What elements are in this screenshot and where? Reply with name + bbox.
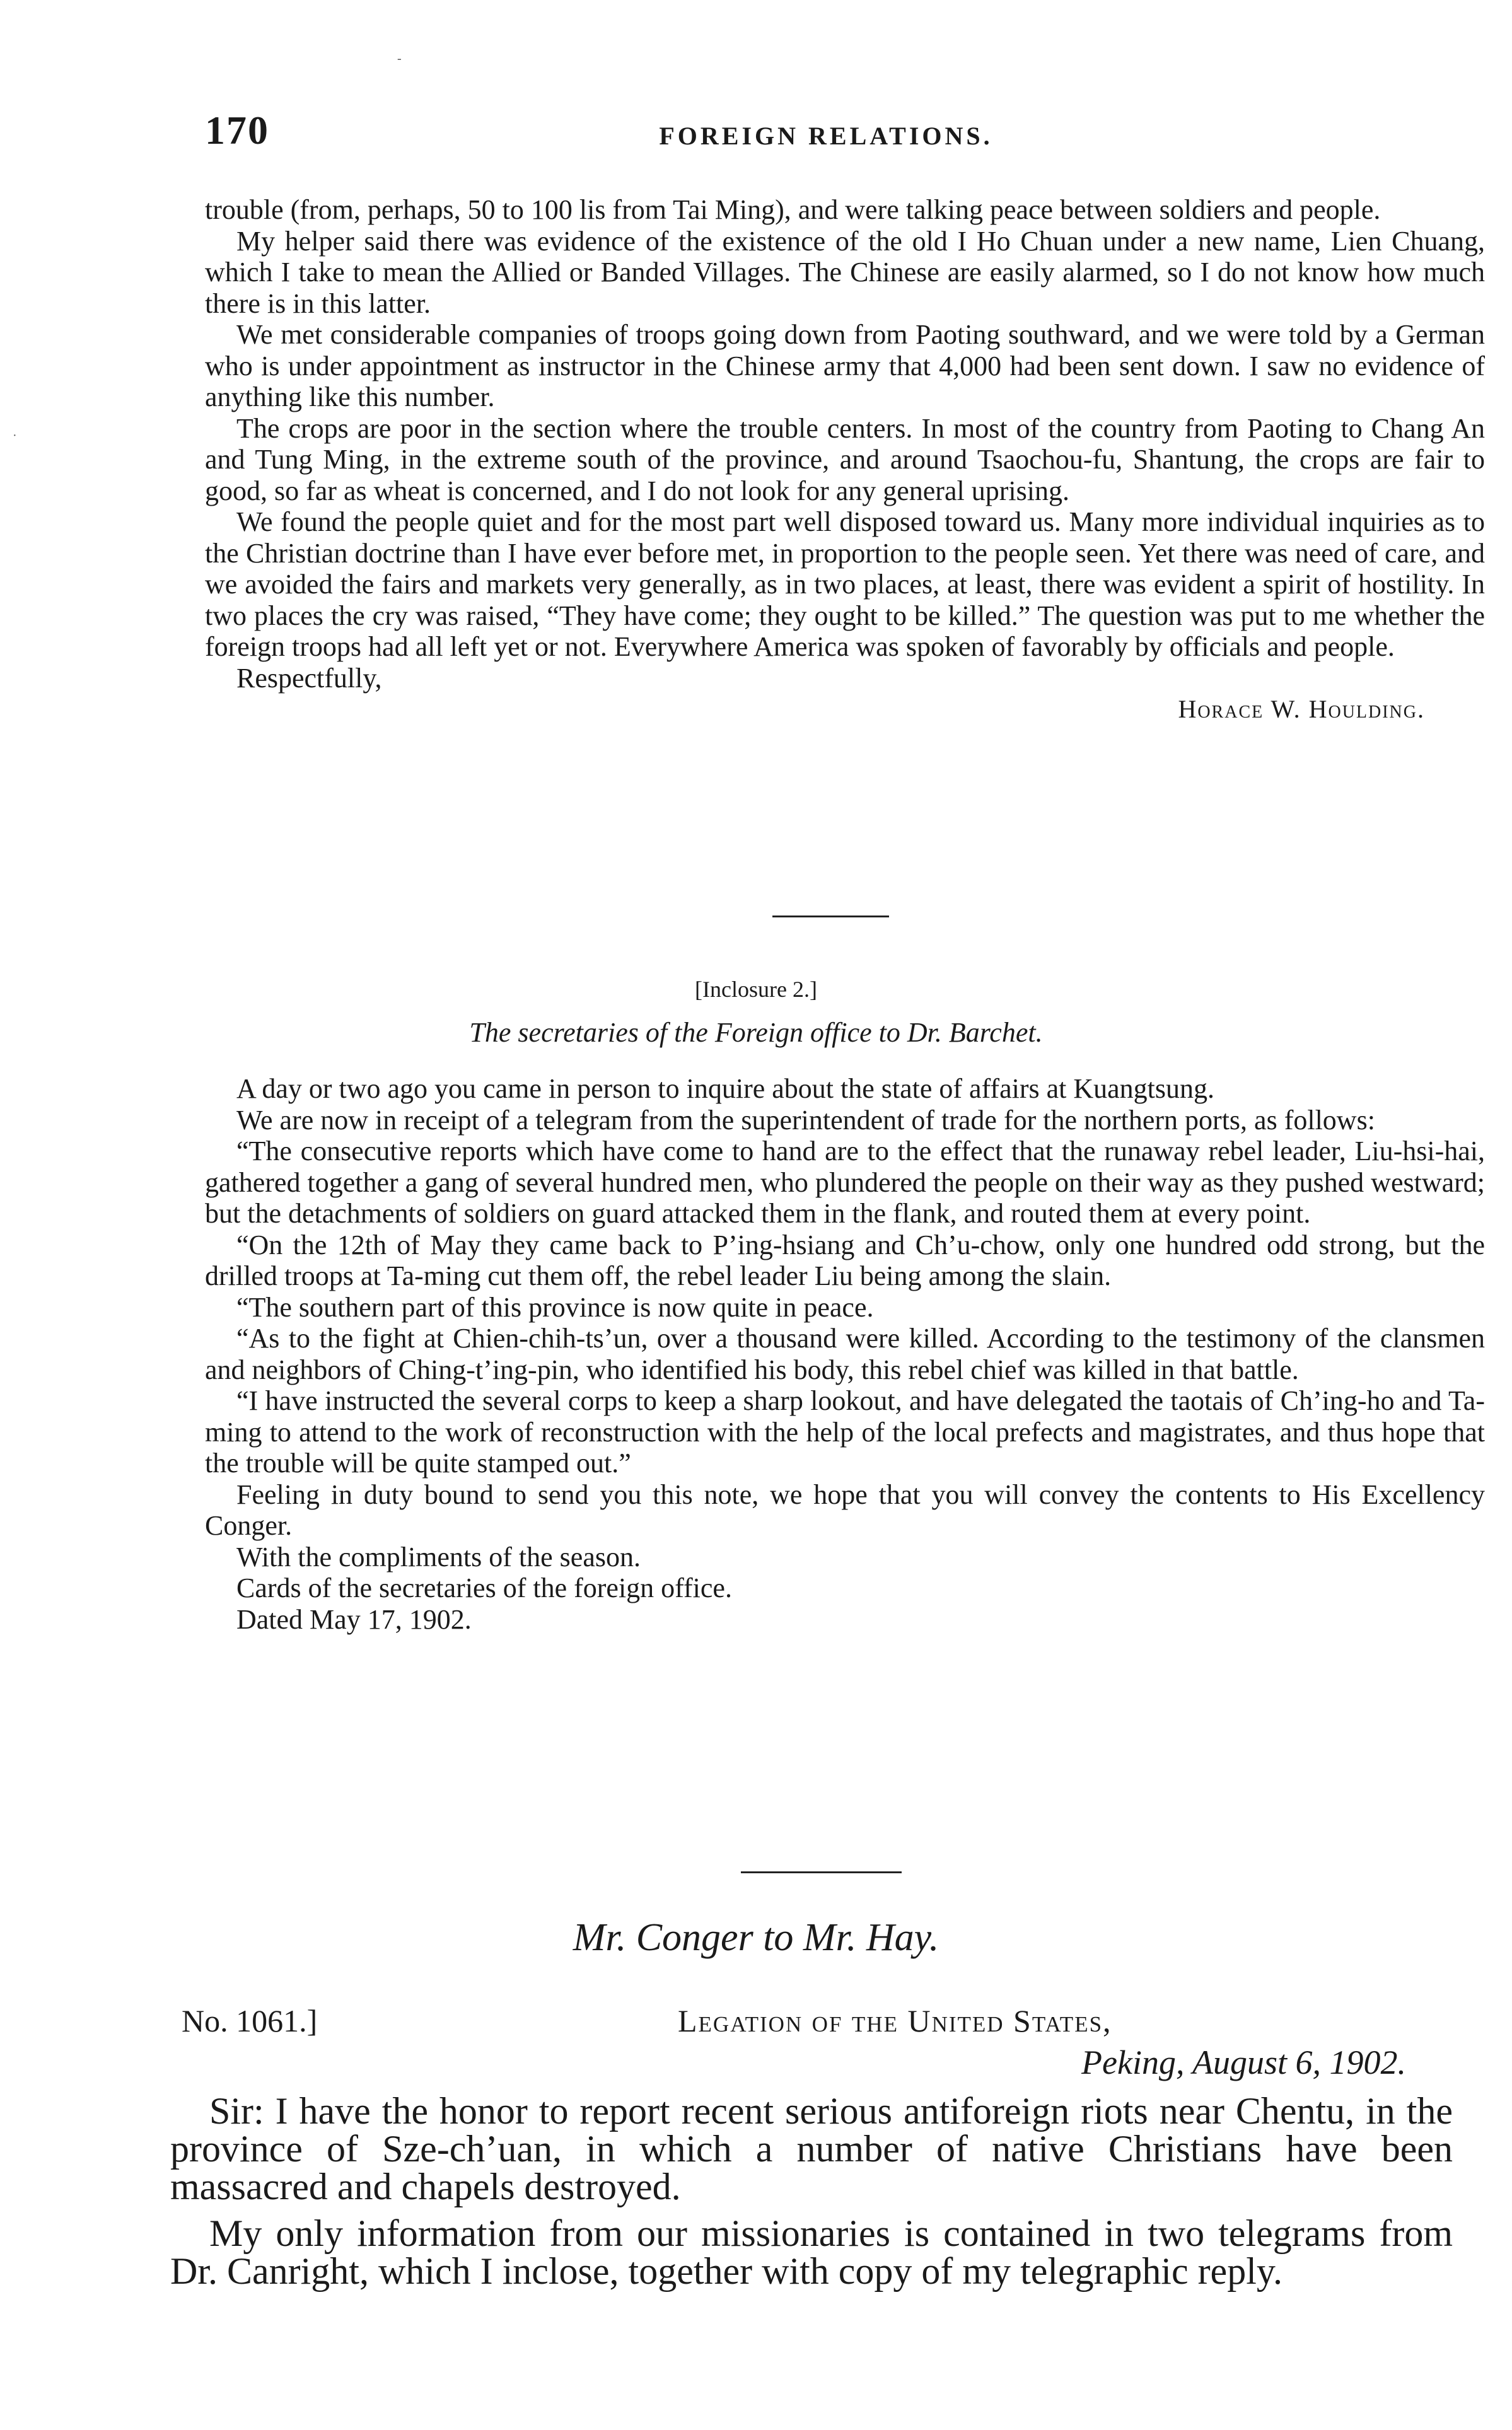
section-divider (741, 1871, 902, 1873)
paragraph: Sir: I have the honor to report recent serious antiforeign riots near Chentu, in the province of Sze-ch’uan, in which a number of native Christians have been massacred and chapels destroyed. (170, 2090, 1453, 2207)
paragraph: “The consecutive reports which have come to hand are to the effect that the runaway rebel leader, Liu-hsi-hai, gathered together a gang of several hundred men, who plundered the people on their way as they pushed westward; but the detachments of soldiers on guard attacked them in the flank, and routed them at every point. (205, 1136, 1485, 1229)
continued-letter (205, 194, 1485, 725)
paragraph: “As to the fight at Chien-chih-ts’un, over a thousand were killed. According to the testimony of the clansmen and neighbors of Ching-t’ing-pin, who identified his body, this rebel chief was killed in that battle. (205, 1323, 1485, 1385)
paragraph: “I have instructed the several corps to keep a sharp lookout, and have delegated the taotais of Ch’ing-ho and Ta-ming to attend to the work of reconstruction with the help of the local prefects and magistrates, and thus hope that the trouble will be quite stamped out.” (205, 1385, 1485, 1479)
dateline: Peking, August 6, 1902. (1081, 2043, 1406, 2081)
paragraph: Dated May 17, 1902. (236, 1603, 472, 1635)
closing: Respectfully, (236, 662, 382, 694)
paragraph: “The southern part of this province is now quite in peace. (236, 1291, 874, 1323)
inclosure-title: The secretaries of the Foreign office to Dr. Barchet. (469, 1017, 1043, 1048)
paragraph: We found the people quiet and for the most part well disposed toward us. Many more individual inquiries as to the Christian doctrine than I have ever before met, in proportion to the people seen. Yet there was need of care, and we avoided the fairs and markets very generally, as in two places, at least, there was evident a spirit of hostility. In two places the cry was raised, “They have come; they ought to be killed.” The question was put to me whether the foreign troops had all left yet or not. Everywhere America was spoken of favorably by officials and people. (205, 506, 1485, 662)
signature: Horace W. Houlding. (1178, 695, 1425, 723)
inclosure-body (205, 1073, 1485, 1635)
paragraph: Feeling in duty bound to send you this note, we hope that you will convey the contents to His Excellency Conger. (205, 1479, 1485, 1541)
running-head: FOREIGN RELATIONS. (659, 122, 993, 150)
letter-title: Mr. Conger to Mr. Hay. (573, 1916, 939, 1959)
paragraph: My helper said there was evidence of the existence of the old I Ho Chuan under a new name, Lien Chuang, which I take to mean the Allied or Banded Villages. The Chinese are easily alarmed, so I do not know how much there is in this latter. (205, 225, 1485, 319)
inclosure-label: [Inclosure 2.] (695, 977, 817, 1002)
paragraph: The crops are poor in the section where the trouble centers. In most of the country from Paoting to Chang An and Tung Ming, in the extreme south of the province, and around Tsaochou-fu, Shantung, the crops are fair to good, so far as wheat is concerned, and I do not look for any general uprising. (205, 412, 1485, 506)
paragraph: We met considerable companies of troops going down from Paoting southward, and we were told by a German who is under appointment as instructor in the Chinese army that 4,000 had been sent down. I saw no evidence of anything like this number. (205, 319, 1485, 412)
paragraph: trouble (from, perhaps, 50 to 100 lis from Tai Ming), and were talking peace between soldiers and people. (205, 194, 1381, 225)
paragraph: A day or two ago you came in person to inquire about the state of affairs at Kuangtsung. (236, 1073, 1215, 1104)
paragraph: “On the 12th of May they came back to P’ing-hsiang and Ch’u-chow, only one hundred odd strong, but the drilled troops at Ta-ming cut them off, the rebel leader Liu being among the slain. (205, 1229, 1485, 1291)
paragraph: We are now in receipt of a telegram from the superintendent of trade for the northern ports, as follows: (236, 1104, 1375, 1136)
page-number: 170 (205, 108, 269, 153)
paragraph: With the compliments of the season. (236, 1541, 641, 1573)
page-header (205, 107, 1447, 164)
section-divider (772, 916, 889, 917)
letter-body (170, 2092, 1453, 2290)
legation-heading: Legation of the United States, (678, 2003, 1112, 2038)
paragraph: My only information from our missionaries is contained in two telegrams from Dr. Canright, which I inclose, together with copy of my telegraphic reply. (170, 2212, 1453, 2292)
paragraph: Cards of the secretaries of the foreign office. (236, 1573, 732, 1603)
margin-mark-left: · (13, 429, 17, 443)
dispatch-number: No. 1061.] (182, 2003, 318, 2038)
margin-mark-top: - (397, 52, 402, 66)
